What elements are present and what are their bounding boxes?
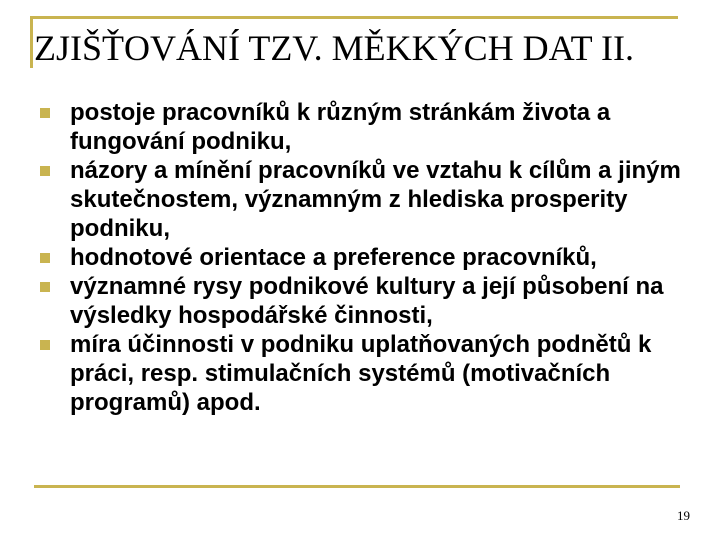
- bullet-item: [40, 330, 690, 417]
- page-number: 19: [677, 508, 690, 523]
- footer-divider: [34, 485, 680, 488]
- square-bullet-icon: [40, 166, 50, 176]
- bullet-item: [40, 98, 690, 156]
- bullet-item: [40, 272, 690, 330]
- square-bullet-icon: [40, 253, 50, 263]
- square-bullet-icon: [40, 282, 50, 292]
- title-frame-top-line: [30, 16, 678, 19]
- bullet-text: významné rysy podnikové kultury a její působení na výsledky hospodářské činnosti,: [70, 273, 664, 329]
- square-bullet-icon: [40, 340, 50, 350]
- bullet-item: [40, 243, 690, 272]
- bullet-text: míra účinnosti v podniku uplatňovaných podnětů k práci, resp. stimulačních systémů (motivačních programů) apod.: [70, 331, 652, 416]
- slide-title: ZJIŠŤOVÁNÍ TZV. MĚKKÝCH DAT II.: [34, 28, 634, 68]
- square-bullet-icon: [40, 108, 50, 118]
- bullet-item: [40, 156, 690, 243]
- title-frame-left-line: [30, 16, 33, 68]
- bullet-list: [40, 98, 690, 417]
- bullet-text: názory a mínění pracovníků ve vztahu k cílům a jiným skutečnostem, významným z hlediska prosperity podniku,: [70, 157, 681, 242]
- bullet-text: postoje pracovníků k různým stránkám života a fungování podniku,: [70, 99, 611, 155]
- bullet-text: hodnotové orientace a preference pracovníků,: [70, 244, 597, 271]
